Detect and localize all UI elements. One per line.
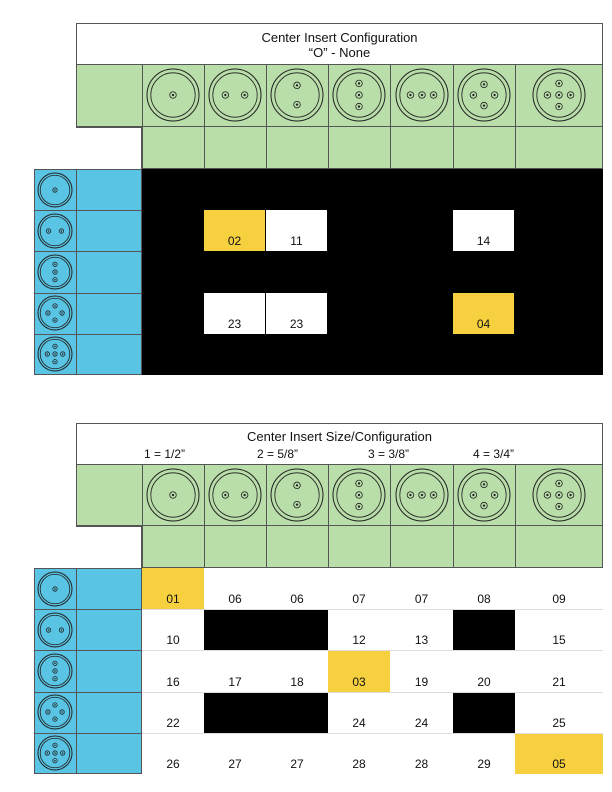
column-connector-4 <box>457 68 511 122</box>
divider <box>76 126 603 127</box>
column-connector-1 <box>146 468 200 522</box>
size-code-cell: 27 <box>266 733 328 774</box>
row-connector-1 <box>37 172 73 208</box>
row-connector-1 <box>37 571 73 607</box>
size-code-cell: 06 <box>204 568 266 609</box>
row-label-1 <box>76 169 142 210</box>
size-code-cell: 24 <box>328 692 390 733</box>
size-code-cell: 20 <box>453 650 515 691</box>
size-code-cell: 25 <box>515 692 603 733</box>
column-connector-3A <box>395 68 449 122</box>
row-connector-5 <box>37 735 73 771</box>
size-code-cell: 15 <box>515 609 603 650</box>
blocked-cell <box>453 692 515 733</box>
config-chart-corner-blank <box>76 127 142 169</box>
size-code-cell: 29 <box>453 733 515 774</box>
column-label-1 <box>142 528 204 568</box>
2-pin-vertical-icon <box>270 468 324 522</box>
2-pin-icon <box>208 468 262 522</box>
size-code-cell: 24 <box>390 692 453 733</box>
size-code-cell: 26 <box>142 733 204 774</box>
1-pin-icon <box>146 68 200 122</box>
grid-divider <box>142 733 603 734</box>
2-pin-icon <box>208 68 262 122</box>
divider <box>76 525 603 526</box>
size-code-cell: 06 <box>266 568 328 609</box>
row-label-3 <box>76 251 142 292</box>
blocked-cell <box>204 609 266 650</box>
3-pin-vertical-icon <box>37 254 73 290</box>
row-label-5 <box>76 334 142 375</box>
size-code-cell: 28 <box>390 733 453 774</box>
row-label-5 <box>76 733 142 774</box>
size-code-cell: 17 <box>204 650 266 691</box>
size-code-cell: 18 <box>266 650 328 691</box>
row-connector-3 <box>37 653 73 689</box>
2-pin-icon <box>37 612 73 648</box>
column-connector-2 <box>208 68 262 122</box>
column-label-3A <box>390 528 453 568</box>
size-legend-4: 4 = 3/4” <box>473 447 515 461</box>
row-label-4 <box>76 293 142 334</box>
column-connector-2A <box>270 468 324 522</box>
grid-divider <box>142 650 603 651</box>
size-code-cell: 10 <box>142 609 204 650</box>
size-legend <box>76 447 603 463</box>
column-label-2 <box>204 128 266 169</box>
config-code-cell: 14 <box>453 210 514 251</box>
size-code-cell: 08 <box>453 568 515 609</box>
size-code-cell: 22 <box>142 692 204 733</box>
3-pin-horizontal-icon <box>395 68 449 122</box>
5-pin-cross-icon <box>37 336 73 372</box>
size-code-cell: 05 <box>515 733 603 774</box>
size-code-cell: 28 <box>328 733 390 774</box>
column-label-4 <box>453 528 515 568</box>
row-connector-5 <box>37 336 73 372</box>
column-connector-2 <box>208 468 262 522</box>
size-code-cell: 07 <box>328 568 390 609</box>
4-pin-diamond-icon <box>457 468 511 522</box>
size-code-cell: 19 <box>390 650 453 691</box>
1-pin-icon <box>37 571 73 607</box>
config-code-cell: 04 <box>453 293 514 334</box>
3-pin-horizontal-icon <box>395 468 449 522</box>
5-pin-cross-icon <box>37 735 73 771</box>
config-code-cell: 11 <box>266 210 327 251</box>
config-code-cell: 23 <box>204 293 265 334</box>
size-code-cell: 03 <box>328 650 390 691</box>
config-chart-subtitle: “O” - None <box>308 45 371 60</box>
blocked-cell <box>453 609 515 650</box>
column-connector-3 <box>332 468 386 522</box>
column-connector-5 <box>532 468 586 522</box>
size-chart-title: Center Insert Size/Configuration <box>247 429 432 444</box>
blocked-cell <box>204 692 266 733</box>
row-label-2 <box>76 609 142 650</box>
size-code-cell: 09 <box>515 568 603 609</box>
3-pin-vertical-icon <box>37 653 73 689</box>
size-legend-3: 3 = 3/8” <box>368 447 410 461</box>
blocked-cell <box>266 692 328 733</box>
size-legend-1: 1 = 1/2” <box>144 447 186 461</box>
row-label-1 <box>76 568 142 609</box>
grid-divider <box>142 692 603 693</box>
column-label-5 <box>515 128 603 169</box>
1-pin-icon <box>146 468 200 522</box>
5-pin-cross-icon <box>532 468 586 522</box>
column-connector-1 <box>146 68 200 122</box>
4-pin-diamond-icon <box>37 295 73 331</box>
size-code-cell: 13 <box>390 609 453 650</box>
row-connector-4 <box>37 295 73 331</box>
grid-divider <box>142 609 603 610</box>
row-connector-2 <box>37 612 73 648</box>
column-connector-5 <box>532 68 586 122</box>
config-chart-title: Center Insert Configuration <box>261 30 418 45</box>
1-pin-icon <box>37 172 73 208</box>
column-label-3 <box>328 528 390 568</box>
column-label-2A <box>266 528 328 568</box>
column-label-2 <box>204 528 266 568</box>
config-code-cell: 23 <box>266 293 327 334</box>
5-pin-cross-icon <box>532 68 586 122</box>
row-label-2 <box>76 210 142 251</box>
size-chart-corner-blank <box>76 526 142 568</box>
row-connector-4 <box>37 694 73 730</box>
column-label-1 <box>142 128 204 169</box>
column-connector-4 <box>457 468 511 522</box>
size-code-cell: 12 <box>328 609 390 650</box>
4-pin-diamond-icon <box>457 68 511 122</box>
column-label-4 <box>453 128 515 169</box>
column-connector-3 <box>332 68 386 122</box>
column-connector-2A <box>270 68 324 122</box>
size-code-cell: 16 <box>142 650 204 691</box>
column-label-3 <box>328 128 390 169</box>
column-label-2A <box>266 128 328 169</box>
size-code-cell: 07 <box>390 568 453 609</box>
config-chart-grid <box>142 169 603 375</box>
column-connector-3A <box>395 468 449 522</box>
row-connector-3 <box>37 254 73 290</box>
config-chart-title-box <box>76 23 603 65</box>
size-code-cell: 27 <box>204 733 266 774</box>
column-label-5 <box>515 528 603 568</box>
row-label-3 <box>76 650 142 691</box>
row-connector-2 <box>37 213 73 249</box>
size-code-cell: 01 <box>142 568 204 609</box>
row-label-4 <box>76 692 142 733</box>
size-legend-2: 2 = 5/8” <box>257 447 299 461</box>
config-code-cell: 02 <box>204 210 265 251</box>
blocked-cell <box>266 609 328 650</box>
size-code-cell: 21 <box>515 650 603 691</box>
2-pin-icon <box>37 213 73 249</box>
column-label-3A <box>390 128 453 169</box>
4-pin-diamond-icon <box>37 694 73 730</box>
3-pin-vertical-icon <box>332 68 386 122</box>
2-pin-vertical-icon <box>270 68 324 122</box>
3-pin-vertical-icon <box>332 468 386 522</box>
